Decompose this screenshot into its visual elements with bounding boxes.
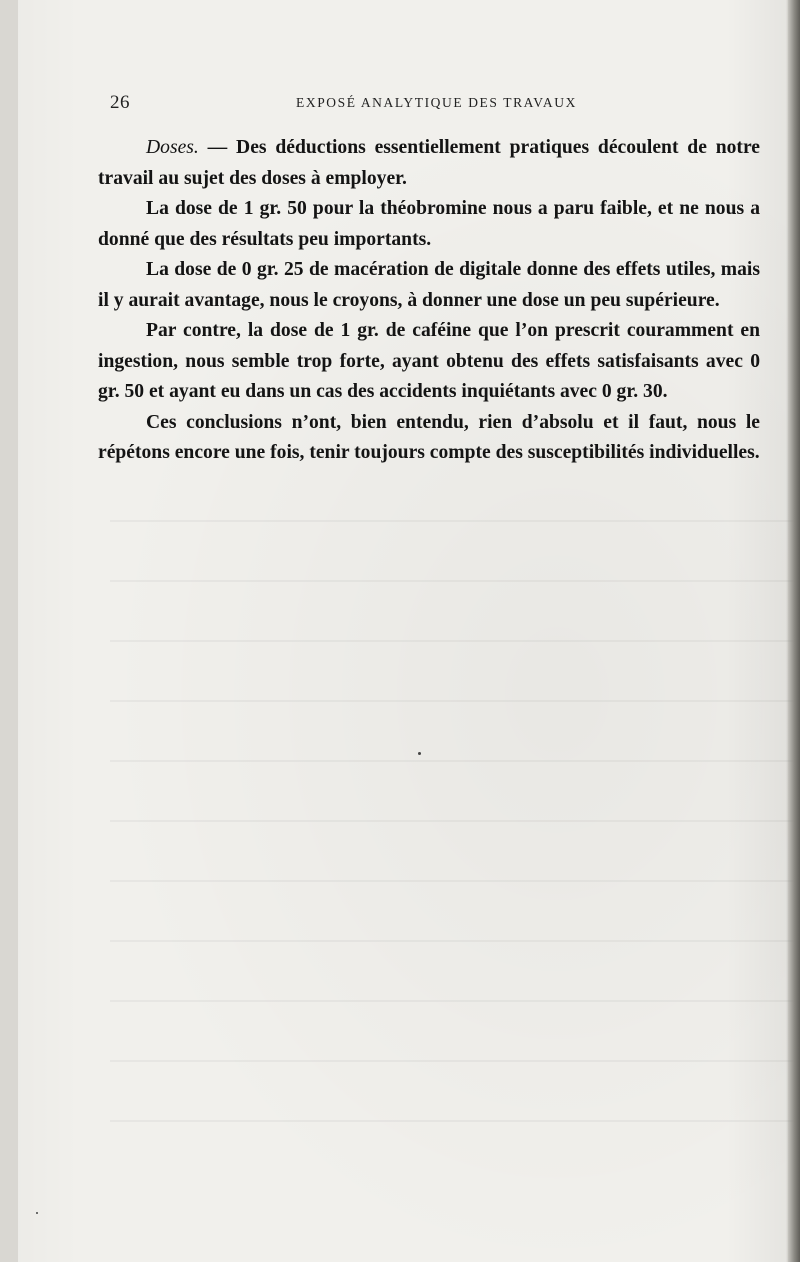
show-through-line — [110, 700, 800, 702]
page-number: 26 — [110, 92, 130, 113]
show-through-line — [110, 1060, 800, 1062]
running-title: EXPOSÉ ANALYTIQUE DES TRAVAUX — [296, 95, 577, 110]
show-through-line — [110, 760, 800, 762]
paragraph-text: — Des déductions essentiellement pratiques découlent de notre travail au sujet des doses à employer. — [98, 137, 760, 189]
show-through-line — [110, 520, 800, 522]
show-through-line — [110, 880, 800, 882]
binding-shadow — [786, 0, 800, 1262]
ink-speck — [36, 1212, 38, 1214]
show-through-line — [110, 580, 800, 582]
show-through-line — [110, 640, 800, 642]
page-header — [110, 92, 760, 116]
inline-heading: Doses. — [146, 137, 199, 158]
show-through-line — [110, 1000, 800, 1002]
show-through-line — [110, 820, 800, 822]
paragraph-cafeine: Par contre, la dose de 1 gr. de caféine que l’on prescrit couramment en ingestion, nous semble trop forte, ayant obtenu des effets satisfaisants avec 0 gr. 50 et ayant eu dans un cas des accidents inquiétants avec 0 gr. 30. — [98, 320, 760, 402]
show-through-line — [110, 1120, 800, 1122]
paragraph-digitale: La dose de 0 gr. 25 de macération de digitale donne des effets utiles, mais il y aurait avantage, nous le croyons, à donner une dose un peu supérieure. — [98, 259, 760, 311]
body-text — [98, 133, 760, 469]
paragraph-theobromine: La dose de 1 gr. 50 pour la théobromine nous a paru faible, et ne nous a donné que des résultats peu importants. — [98, 198, 760, 250]
paragraph-doses — [98, 133, 760, 194]
document-page — [18, 0, 788, 1262]
show-through-line — [110, 940, 800, 942]
paragraph-conclusions: Ces conclusions n’ont, bien entendu, rien d’absolu et il faut, nous le répétons encore une fois, tenir toujours compte des susceptibilités individuelles. — [98, 411, 760, 463]
ink-speck — [418, 752, 421, 755]
